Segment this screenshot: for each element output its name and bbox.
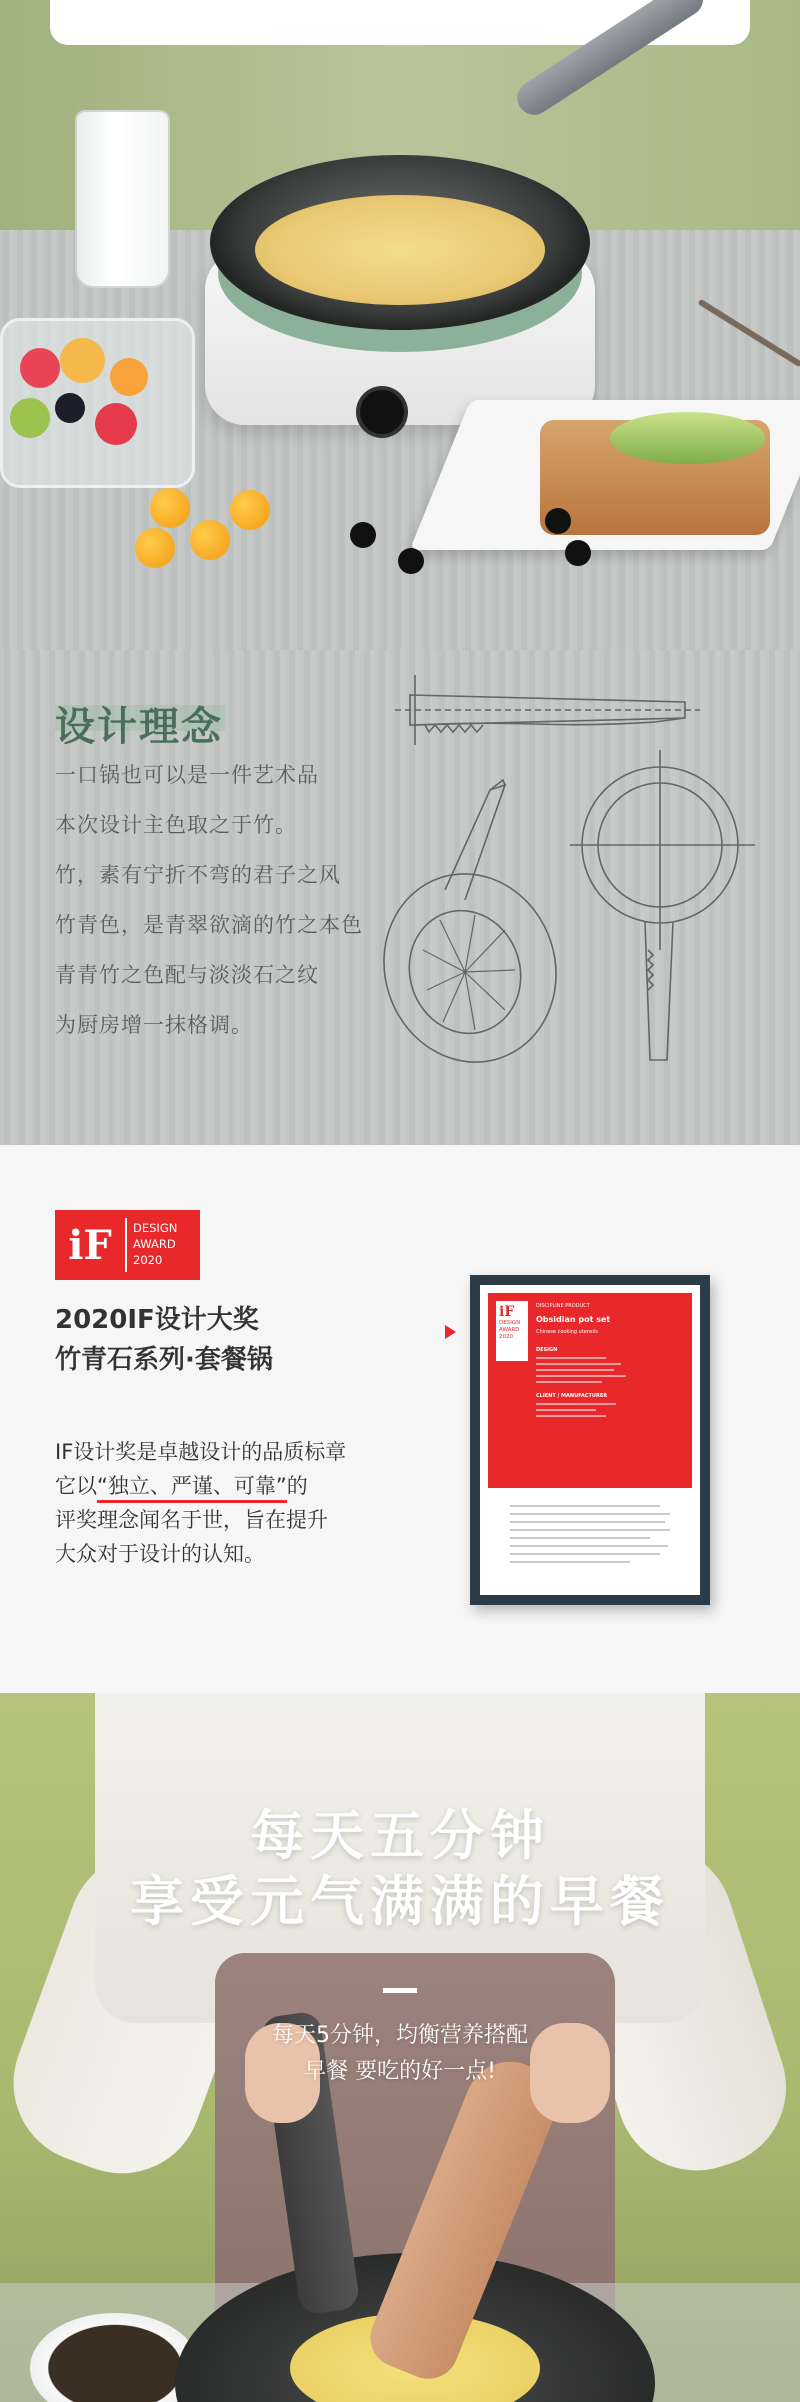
design-concept-section [0, 650, 800, 1145]
award-desc-line: 大众对于设计的认知。 [55, 1542, 265, 1566]
certificate-design-heading: DESIGN [536, 1347, 558, 1353]
logo-divider [125, 1218, 127, 1272]
text-line [510, 1545, 668, 1547]
text-line [536, 1357, 606, 1359]
breakfast-subtitle [0, 2018, 800, 2090]
text-line [536, 1363, 621, 1365]
mini-if-mark: iF [499, 1304, 515, 1320]
concept-line: 竹青色，是青翠欲滴的竹之本色 [55, 913, 363, 937]
text-line [510, 1561, 630, 1563]
mini-if-text: DESIGN [499, 1320, 521, 1326]
concept-line: 青青竹之色配与淡淡石之纹 [55, 963, 319, 987]
if-design-award-logo [55, 1210, 200, 1280]
pan-sketch-drawing [355, 650, 800, 1145]
concept-line: 竹，素有宁折不弯的君子之风 [55, 863, 341, 887]
text-line [536, 1409, 596, 1411]
text-line [510, 1529, 670, 1531]
logo-text-line: DESIGN [133, 1221, 178, 1235]
award-title-line1: 2020IF设计大奖 [55, 1305, 259, 1335]
text-line [510, 1513, 670, 1515]
cooker-knob [360, 390, 404, 434]
text-line [510, 1521, 665, 1523]
desc-text: 的 [286, 1474, 308, 1498]
breakfast-section [0, 1693, 800, 2402]
concept-title: 设计理念 [55, 704, 223, 750]
award-desc-line [55, 1469, 346, 1503]
text-line [536, 1403, 616, 1405]
if-logo-text [133, 1220, 199, 1268]
cherry-tomato [230, 490, 270, 530]
logo-text-line: AWARD [133, 1237, 176, 1251]
desc-highlight: “独立、严谨、可靠” [97, 1474, 287, 1503]
concept-line: 一口锅也可以是一件艺术品 [55, 763, 319, 787]
award-title [55, 1300, 273, 1380]
certificate-subtitle: Chinese cooking utensils [536, 1329, 599, 1335]
certificate-product: Obsidian pot set [536, 1315, 611, 1324]
award-desc-line: IF设计奖是卓越设计的品质标章 [55, 1440, 347, 1464]
fruit-bowl-image [0, 318, 195, 488]
text-line [536, 1415, 606, 1417]
certificate-red-panel [488, 1293, 692, 1488]
concept-line: 本次设计主色取之于竹。 [55, 813, 297, 837]
award-title-line2: 竹青石系列·套餐锅 [55, 1345, 273, 1375]
text-line [510, 1537, 650, 1539]
concept-text [55, 750, 363, 1050]
if-award-section [0, 1145, 800, 1693]
breakfast-title [0, 1803, 800, 1935]
avocado-image [610, 412, 765, 464]
mini-if-text: AWARD [499, 1327, 520, 1333]
certificate-paper [480, 1285, 700, 1595]
award-desc-line: 评奖理念闻名于世，旨在提升 [55, 1508, 328, 1532]
breakfast-sub-line2: 早餐 要吃的好一点! [304, 2059, 496, 2084]
blueberry [565, 540, 591, 566]
text-line [536, 1381, 602, 1383]
cherry-tomato [190, 520, 230, 560]
title-divider [383, 1988, 417, 1993]
hero-kitchen-scene [0, 0, 800, 650]
text-line [510, 1505, 660, 1507]
award-description [55, 1435, 346, 1571]
breakfast-title-line2: 享受元气满满的早餐 [130, 1870, 670, 1933]
desc-text: 它以 [55, 1474, 97, 1498]
milk-glass-image [75, 110, 170, 288]
award-certificate-frame [470, 1275, 710, 1605]
certificate-if-logo [496, 1301, 528, 1361]
text-line [510, 1553, 660, 1555]
text-line [536, 1375, 626, 1377]
blueberry [545, 508, 571, 534]
concept-line: 为厨房增一抹格调。 [55, 1013, 253, 1037]
cherry-tomato [150, 488, 190, 528]
cherry-tomato [135, 528, 175, 568]
logo-text-line: 2020 [133, 1253, 163, 1267]
blueberry [350, 522, 376, 548]
certificate-category: DISCIPLINE PRODUCT [536, 1303, 590, 1309]
if-logo-mark: iF [68, 1221, 112, 1269]
certificate-client-heading: CLIENT / MANUFACTURER [536, 1393, 608, 1399]
text-line [536, 1369, 614, 1371]
breakfast-title-line1: 每天五分钟 [250, 1804, 550, 1867]
blueberry [398, 548, 424, 574]
mini-if-text: 2020 [499, 1334, 513, 1340]
omelet-image [255, 195, 545, 305]
red-arrow-icon [445, 1325, 456, 1339]
breakfast-sub-line1: 每天5分钟，均衡营养搭配 [272, 2023, 528, 2048]
